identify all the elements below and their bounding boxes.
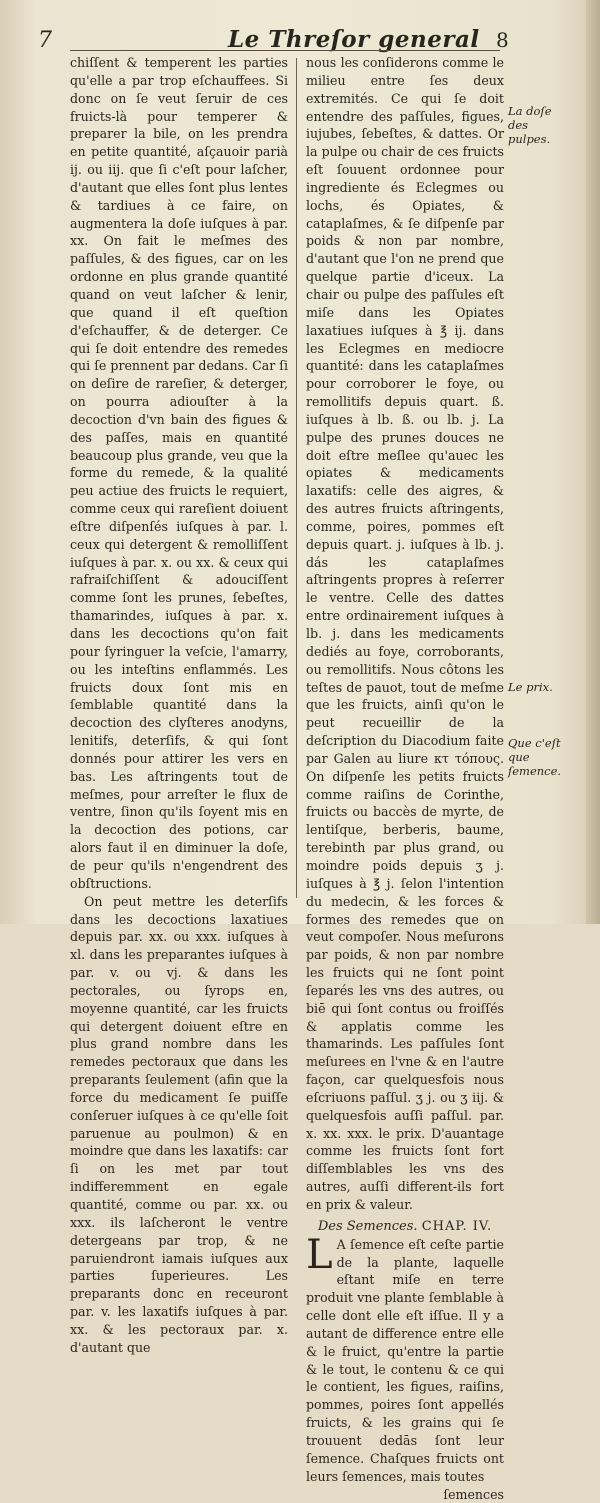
section-heading	[306, 1218, 504, 1236]
left-paragraph-2: On peut mettre les deterſifs dans les decoctions laxatiues depuis par. xx. ou xxx. iuſques à xl. dans les preparantes iuſques à par. v. ou vj. & dans les pectorales, ou ſyrops en, moyenne quantité, car les fruicts qui detergent doiuent eſtre en plus grand nombre dans les remedes pectoraux que dans les preparants ſeulement (afin que la force du medicament ſe puiſſe conſeruer iuſques à ce qu'elle ſoit paruenue au poulmon) & en moindre que dans les laxatifs: car ſi on les met par tout indifferemment en egale quantité, comme ou par. xx. ou xxx. ils laſcheront le ventre detergeans par trop, & ne paruiendront iamais iuſques aux parties ſuperieures. Les preparants donc en receuront par. v. les laxatifs iuſques à par. xx. & les pectoraux par. x. d'autant que	[70, 893, 288, 1357]
right-column	[306, 54, 504, 1503]
right-paragraph-2	[306, 1236, 504, 1486]
drop-capital: L	[306, 1238, 333, 1272]
left-paragraph-1: chiſſent & temperent les parties qu'elle a par trop eſchauffees. Si donc on ſe veut ſeruir de ces fruicts-là pour temperer & preparer la bile, on les prendra en petite quantité, aſçauoir parià ij. ou iij. que ſi c'eſt pour laſcher, d'autant que elles ſont plus lentes & tardiues à ce faire, on augmentera la doſe iuſques à par. xx. On fait le meſmes des paſſules, & des figues, car on les ordonne en plus grande quantité quand on veut laſcher & lenir, que quand il eſt queſtion d'eſchauffer, & de deterger. Ce qui ſe doit entendre des remedes qui ſe prennent par dedans. Car ſi on deſire de rareſier, & deterger, on pourra adiouſter à la decoction d'vn bain des figues & des paſſes, mais en quantité beaucoup plus grande, veu que la forme du remede, & la qualité peu actiue des fruicts le requiert, comme ceux qui rareſient doiuent eſtre diſpenſés iuſques à par. l. ceux qui detergent & remolliſſent iuſques à par. x. ou xx. & ceux qui rafraiſchiſſent & adouciſſent comme ſont les prunes, ſebeſtes, thamarindes, iuſques à par. x. dans les decoctions qu'on fait pour ſyringuer la veſcie, l'amarry, ou les inteſtins enflammés. Les fruicts doux ſont mis en ſemblable quantité dans la decoction des clyſteres anodyns, lenitifs, deterſifs, & qui ſont donnés pour attirer les vers en bas. Les aſtringents tout de meſmes, pour arreſter le flux de ventre, ſinon qu'ils ſoyent mis en la decoction des potions, car alors faut il en diminuer la doſe, de peur qu'ils n'engendrent des obſtructions.	[70, 54, 288, 893]
header-rule	[70, 50, 500, 51]
page-edge	[586, 0, 600, 924]
folio-left: 7	[38, 28, 52, 53]
section-title: Des Semences.	[318, 1219, 418, 1234]
catchword: ſemences	[306, 1486, 504, 1503]
left-column	[70, 54, 288, 1357]
right-paragraph-2-text: A ſemence eſt ceſte partie de la plante, laquelle eſtant miſe en terre produit vne plante ſemblable à celle dont elle eſt iſſue. Il y a autant de difference entre elle & le fruict, qu'entre la partie & le tout, le contenu & ce qui le contient, les figues, raiſins, pommes, poires ſont appellés fruicts, & les grains qui ſe trouuent dedās ſont leur ſemence. Chaſques fruicts ont leurs ſemences, mais toutes	[306, 1237, 504, 1484]
right-paragraph-1: nous les conſiderons comme le milieu entre ſes deux extremités. Ce qui ſe doit entendre des paſſules, figues, iujubes, ſebeſtes, & dattes. Or la pulpe ou chair de ces fruicts eſt ſouuent ordonnee pour ingrediente és Eclegmes ou lochs, és Opiates, & cataplaſmes, & ſe diſpenſe par poids & non par nombre, d'autant que l'on ne prend que quelque partie d'iceux. La chair ou pulpe des paſſules eſt miſe dans les Opiates laxatiues iuſques à ℥ ij. dans les Eclegmes en mediocre quantité: dans les cataplaſmes pour corroborer le foye, ou remollitifs depuis quart. ß. iuſques à lb. ß. ou lb. j. La pulpe des prunes douces ne doit eſtre meſlee qu'auec les opiates & medicaments laxatifs: celle des aigres, & des autres fruicts aſtringents, comme, poires, pommes eſt depuis quart. j. iuſques à lb. j. dás les cataplaſmes aſtringents propres à reſerrer le ventre. Celle des dattes entre ordinairement iuſques à lb. j. dans les medicaments dediés au foye, corroborants, ou remollitifs. Nous côtons les teſtes de pauot, tout de meſme que les fruicts, ainſi qu'on le peut recueillir de la deſcription du Diacodium faite par Galen au liure κτ τόπους. On diſpenſe les petits fruicts comme raiſins de Corinthe, fruicts ou baccès de myrte, de lentiſque, berberis, baume, terebinth par plus grand, ou moindre poids depuis ʒ j. iuſques à ℥ j. ſelon l'intention du medecin, & les forces & formes des remedes que on veut compoſer. Nous meſurons par poids, & non par nombre les fruicts qui ne ſont point ſeparés les vns des autres, ou biē qui ſont contus ou froiſſés & applatis comme les thamarinds. Les paſſules ſont meſurees en l'vne & en l'autre façon, car quelquesfois nous eſcriuons paſſul. ʒ j. ou ʒ iij. & quelquesfois auſſi paſſul. par. x. xx. xxx. le prix. D'auantage comme les fruicts ſont fort diſſemblables les vns des autres, auſſi different-ils fort en prix & valeur.	[306, 54, 504, 1214]
margin-note-price: Le prix.	[508, 680, 568, 694]
chapter-number: CHAP. IV.	[422, 1219, 492, 1234]
margin-note-dose: La doſe des pulpes.	[508, 104, 568, 146]
folio-right: 8	[496, 28, 509, 52]
column-divider	[296, 58, 297, 898]
margin-note-seed: Que c'eſt que ſemence.	[508, 736, 568, 778]
running-title: Le Threſor general	[228, 26, 480, 53]
